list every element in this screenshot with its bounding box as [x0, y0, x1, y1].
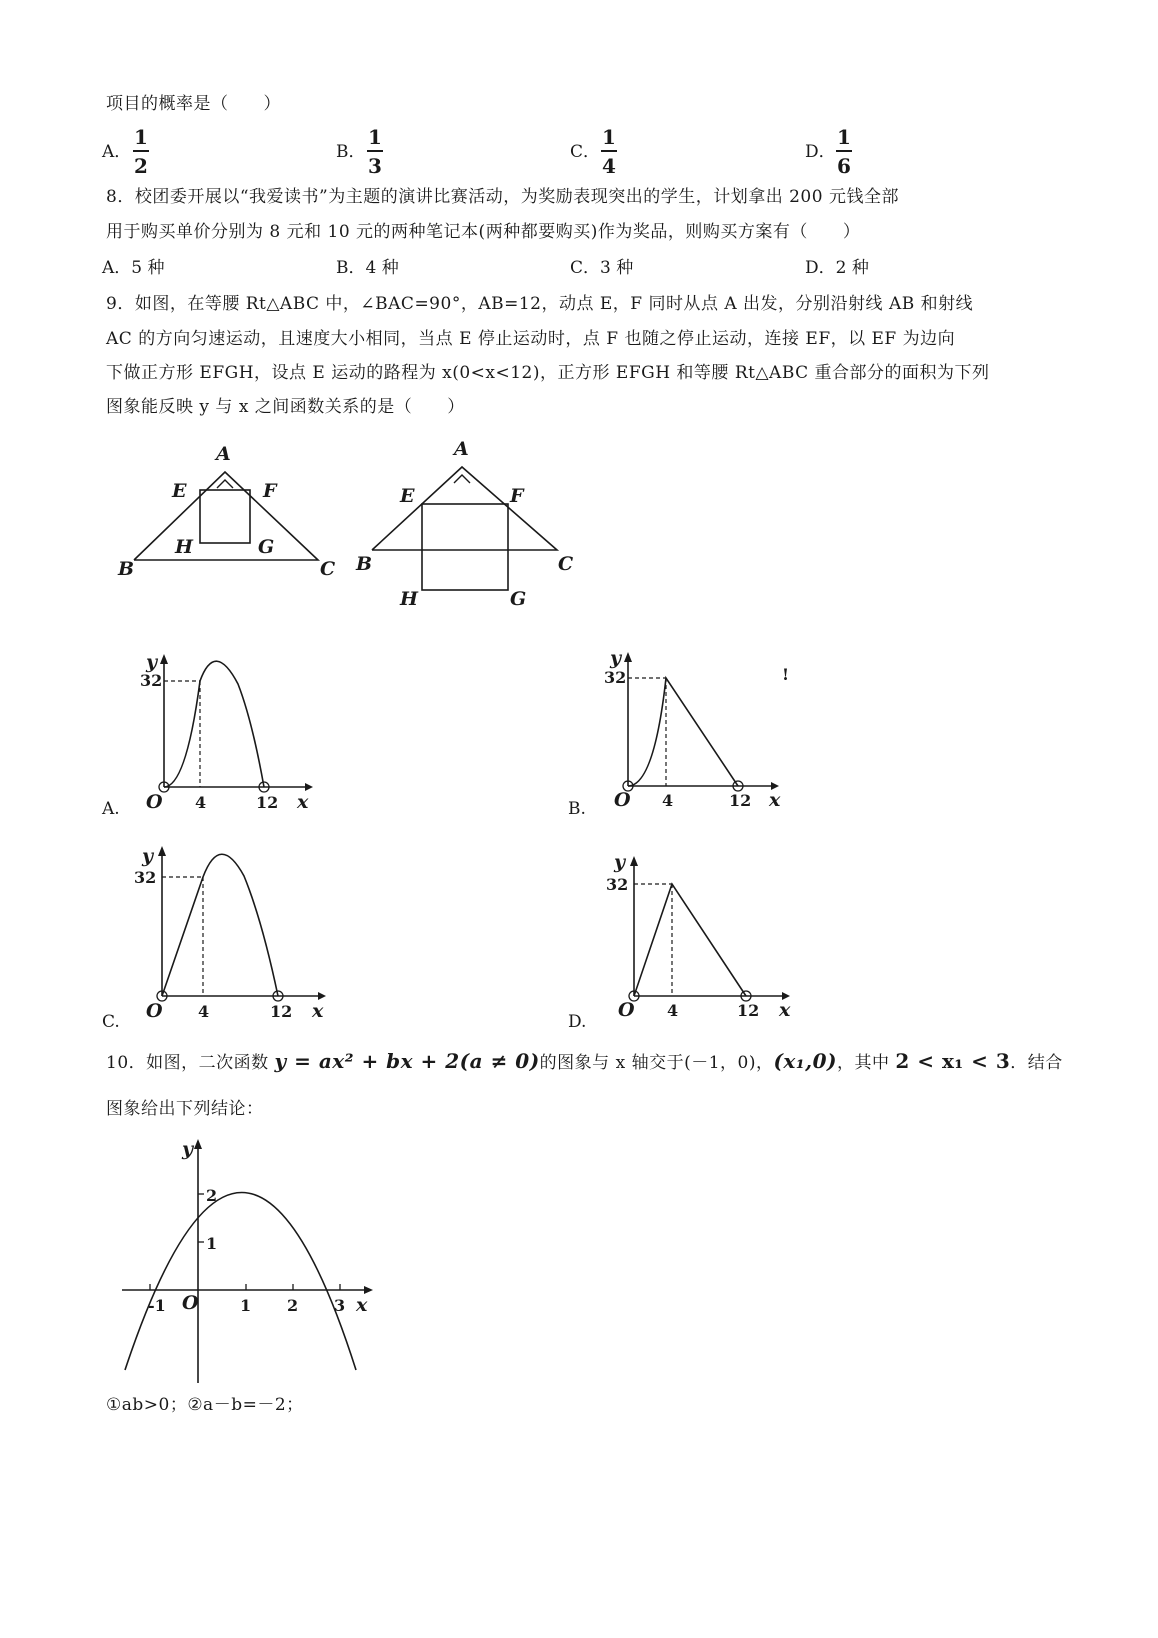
- q7-option-d-fraction: [834, 124, 854, 178]
- y-tick-1: 1: [206, 1234, 218, 1253]
- x-tick-12: 12: [256, 793, 279, 812]
- q10-prefix: 10．如图，二次函数: [106, 1053, 275, 1073]
- x-axis-label: x: [297, 791, 309, 813]
- q8-option-b: B．4 种: [336, 258, 399, 278]
- point-label-f: F: [510, 485, 524, 507]
- point-label-b: B: [118, 558, 135, 580]
- q7-option-label-c: C．: [570, 142, 601, 162]
- q10-after-point: ，其中: [836, 1053, 896, 1073]
- q9-graph-d: [604, 848, 804, 1023]
- q9-graph-label-c: C.: [102, 1012, 120, 1032]
- q9-graph-c: [132, 840, 332, 1020]
- origin-label: O: [182, 1292, 199, 1314]
- x-tick-12: 12: [729, 791, 752, 810]
- q7-option-c-fraction: [599, 124, 619, 178]
- x-axis-label: x: [312, 1000, 324, 1022]
- stray-mark: !: [782, 665, 790, 684]
- q7-option-b-fraction: [365, 124, 385, 178]
- point-label-e: E: [172, 480, 187, 502]
- origin-label: O: [614, 789, 631, 811]
- q8-option-a: A．5 种: [102, 258, 165, 278]
- q9-stem-line-2: AC 的方向匀速运动，且速度大小相同，当点 E 停止运动时，点 F 也随之停止运动，连接 EF，以 EF 为边向: [106, 329, 956, 349]
- q10-conclusions: ①ab>0；②a－b=－2；: [106, 1395, 304, 1415]
- point-label-f: F: [263, 480, 277, 502]
- point-label-h: H: [400, 588, 418, 610]
- origin-label: O: [146, 1000, 163, 1022]
- x-tick-4: 4: [662, 791, 674, 810]
- x-tick-minus-1: -1: [148, 1296, 166, 1315]
- q9-graph-a: [140, 650, 320, 813]
- point-label-a: A: [454, 438, 469, 460]
- point-label-g: G: [258, 536, 275, 558]
- point-label-c: C: [558, 553, 574, 575]
- q10-stem-line-2: 图象给出下列结论：: [106, 1099, 264, 1119]
- q9-stem-line-1: 9．如图，在等腰 Rt△ABC 中，∠BAC=90°，AB=12，动点 E，F 同时从点 A 出发，分别沿射线 AB 和射线: [106, 294, 974, 314]
- q10-middle: 的图象与 x 轴交于(－1，0)，: [539, 1053, 774, 1073]
- point-label-h: H: [175, 536, 193, 558]
- y-axis-label: y: [146, 651, 158, 673]
- x-tick-3: 3: [334, 1296, 346, 1315]
- origin-label: O: [618, 999, 635, 1021]
- x-tick-2: 2: [287, 1296, 299, 1315]
- y-axis-label: y: [182, 1138, 194, 1160]
- x-tick-4: 4: [667, 1001, 679, 1020]
- x-tick-1: 1: [240, 1296, 252, 1315]
- x-axis-label: x: [769, 789, 781, 811]
- q10-parabola-graph: [100, 1135, 390, 1390]
- point-label-c: C: [320, 558, 336, 580]
- fraction-numerator: 1: [368, 125, 382, 149]
- q8-option-d: D．2 种: [805, 258, 869, 278]
- fraction-numerator: 1: [134, 125, 148, 149]
- q8-option-c: C．3 种: [570, 258, 634, 278]
- q7-option-label-b: B．: [336, 142, 366, 162]
- fraction-denominator: 6: [837, 154, 851, 178]
- q7-option-a-fraction: [131, 124, 151, 178]
- y-tick-2: 2: [206, 1186, 218, 1205]
- x-tick-12: 12: [270, 1002, 293, 1021]
- y-value-label: 32: [606, 875, 629, 894]
- q10-point: (x₁,0): [773, 1049, 837, 1073]
- q7-stem-tail: 项目的概率是（ ）: [106, 94, 281, 114]
- origin-label: O: [146, 791, 163, 813]
- y-value-label: 32: [134, 868, 157, 887]
- y-axis-label: y: [614, 851, 626, 873]
- q8-stem-line-1: 8．校团委开展以“我爱读书”为主题的演讲比赛活动，为奖励表现突出的学生，计划拿出 200 元钱全部: [106, 187, 899, 207]
- point-label-a: A: [216, 443, 231, 465]
- fraction-denominator: 3: [368, 154, 382, 178]
- y-value-label: 32: [604, 668, 627, 687]
- x-tick-4: 4: [195, 793, 207, 812]
- q9-stem-line-4: 图象能反映 y 与 x 之间函数关系的是（ ）: [106, 397, 465, 417]
- q8-stem-line-2: 用于购买单价分别为 8 元和 10 元的两种笔记本(两种都要购买)作为奖品，则购买方案有（ ）: [106, 222, 861, 242]
- x-axis-label: x: [779, 999, 791, 1021]
- point-label-b: B: [356, 553, 373, 575]
- y-axis-label: y: [610, 647, 622, 669]
- q9-graph-b: [604, 647, 790, 813]
- x-tick-12: 12: [737, 1001, 760, 1020]
- q9-stem-line-3: 下做正方形 EFGH，设点 E 运动的路程为 x(0<x<12)，正方形 EFGH 和等腰 Rt△ABC 重合部分的面积为下列: [106, 363, 990, 383]
- point-label-g: G: [510, 588, 527, 610]
- fraction-denominator: 4: [602, 154, 616, 178]
- point-label-e: E: [400, 485, 415, 507]
- q7-option-label-d: D．: [805, 142, 836, 162]
- fraction-numerator: 1: [837, 125, 851, 149]
- fraction-denominator: 2: [134, 154, 148, 178]
- x-axis-label: x: [356, 1294, 368, 1316]
- y-value-label: 32: [140, 671, 163, 690]
- q7-option-label-a: A．: [102, 142, 132, 162]
- fraction-numerator: 1: [602, 125, 616, 149]
- x-tick-4: 4: [198, 1002, 210, 1021]
- q9-figure-1-triangle: [110, 435, 350, 585]
- q10-suffix: ．结合: [1010, 1053, 1063, 1073]
- q9-figure-2-triangle: [352, 430, 592, 615]
- y-axis-label: y: [142, 845, 154, 867]
- q10-formula: y = ax² + bx + 2(a ≠ 0): [274, 1049, 540, 1073]
- q9-graph-label-b: B.: [568, 799, 586, 819]
- q10-stem-line-1: [106, 1050, 1063, 1074]
- q9-graph-label-d: D.: [568, 1012, 587, 1032]
- q10-condition: 2 < x₁ < 3: [895, 1049, 1011, 1073]
- q9-graph-label-a: A.: [102, 799, 120, 819]
